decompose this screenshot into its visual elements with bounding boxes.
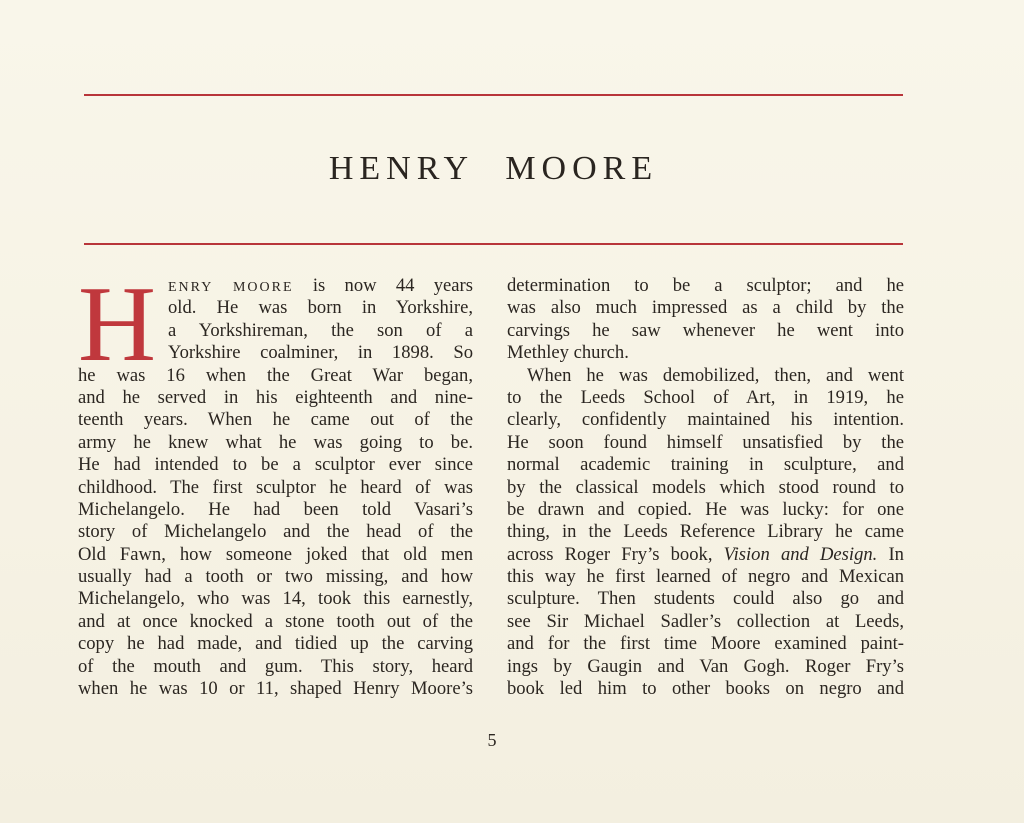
text-line: normal academic training in sculpture, and [507, 454, 904, 476]
page-number: 5 [487, 730, 497, 750]
text-line: ENRY MOORE is now 44 years [168, 275, 473, 296]
text-line: teenth years. When he came out of the [78, 409, 473, 431]
text-line: see Sir Michael Sadler’s collection at Leeds, [507, 610, 904, 632]
text-line: old. He was born in Yorkshire, [168, 297, 473, 319]
text-line: clearly, confidently maintained his intention. [507, 409, 904, 431]
drop-cap-letter: H [78, 265, 156, 384]
left-text-column [78, 265, 473, 700]
text-line: a Yorkshireman, the son of a [168, 319, 473, 341]
top-red-rule [84, 94, 903, 96]
text-line: be drawn and copied. He was lucky: for one [507, 498, 904, 520]
text-line: of the mouth and gum. This story, heard [78, 655, 473, 677]
text-line: thing, in the Leeds Reference Library he came [507, 521, 904, 543]
page-title: HENRY MOORE [328, 150, 659, 187]
text-line: ings by Gaugin and Van Gogh. Roger Fry’s [507, 655, 904, 677]
text-line: army he knew what he was going to be. [78, 431, 473, 453]
text-line: sculpture. Then students could also go and [507, 588, 904, 610]
text-line: Yorkshire coalminer, in 1898. So [168, 342, 473, 364]
text-line: usually had a tooth or two missing, and how [78, 566, 473, 588]
text-line: and at once knocked a stone tooth out of the [78, 610, 473, 632]
text-line: this way he first learned of negro and Mexican [507, 566, 904, 588]
text-line: when he was 10 or 11, shaped Henry Moore’s [78, 678, 473, 700]
text-line: book led him to other books on negro and [507, 678, 904, 700]
text-line: and he served in his eighteenth and nine- [78, 386, 473, 408]
text-line: Michelangelo. He had been told Vasari’s [78, 498, 473, 520]
text-line: childhood. The first sculptor he heard of was [78, 476, 473, 498]
smallcaps-name: ENRY MOORE [168, 280, 294, 295]
text-line: Methley church. [507, 342, 629, 364]
text-line: story of Michelangelo and the head of the [78, 521, 473, 543]
text-line: He soon found himself unsatisfied by the [507, 431, 904, 453]
bottom-red-rule [84, 243, 903, 245]
text-line: to the Leeds School of Art, in 1919, he [507, 386, 904, 408]
text-line: was also much impressed as a child by the [507, 297, 904, 319]
text-line: determination to be a sculptor; and he [507, 275, 904, 296]
text-line: He had intended to be a sculptor ever since [78, 454, 473, 476]
text-line: he was 16 when the Great War began, [78, 364, 473, 386]
book-title-line: across Roger Fry’s book, Vision and Design. In [507, 543, 904, 565]
right-text-column [507, 275, 904, 700]
text-line: and for the first time Moore examined paint- [507, 633, 904, 655]
text-line: by the classical models which stood round to [507, 476, 904, 498]
text-line: copy he had made, and tidied up the carving [78, 633, 473, 655]
text-line: Michelangelo, who was 14, took this earnestly, [78, 588, 473, 610]
paragraph-start-line: When he was demobilized, then, and went [527, 364, 904, 386]
book-title: Vision and Design. [723, 543, 878, 565]
text-line: Old Fawn, how someone joked that old men [78, 543, 473, 565]
text-line: carvings he saw whenever he went into [507, 319, 904, 341]
